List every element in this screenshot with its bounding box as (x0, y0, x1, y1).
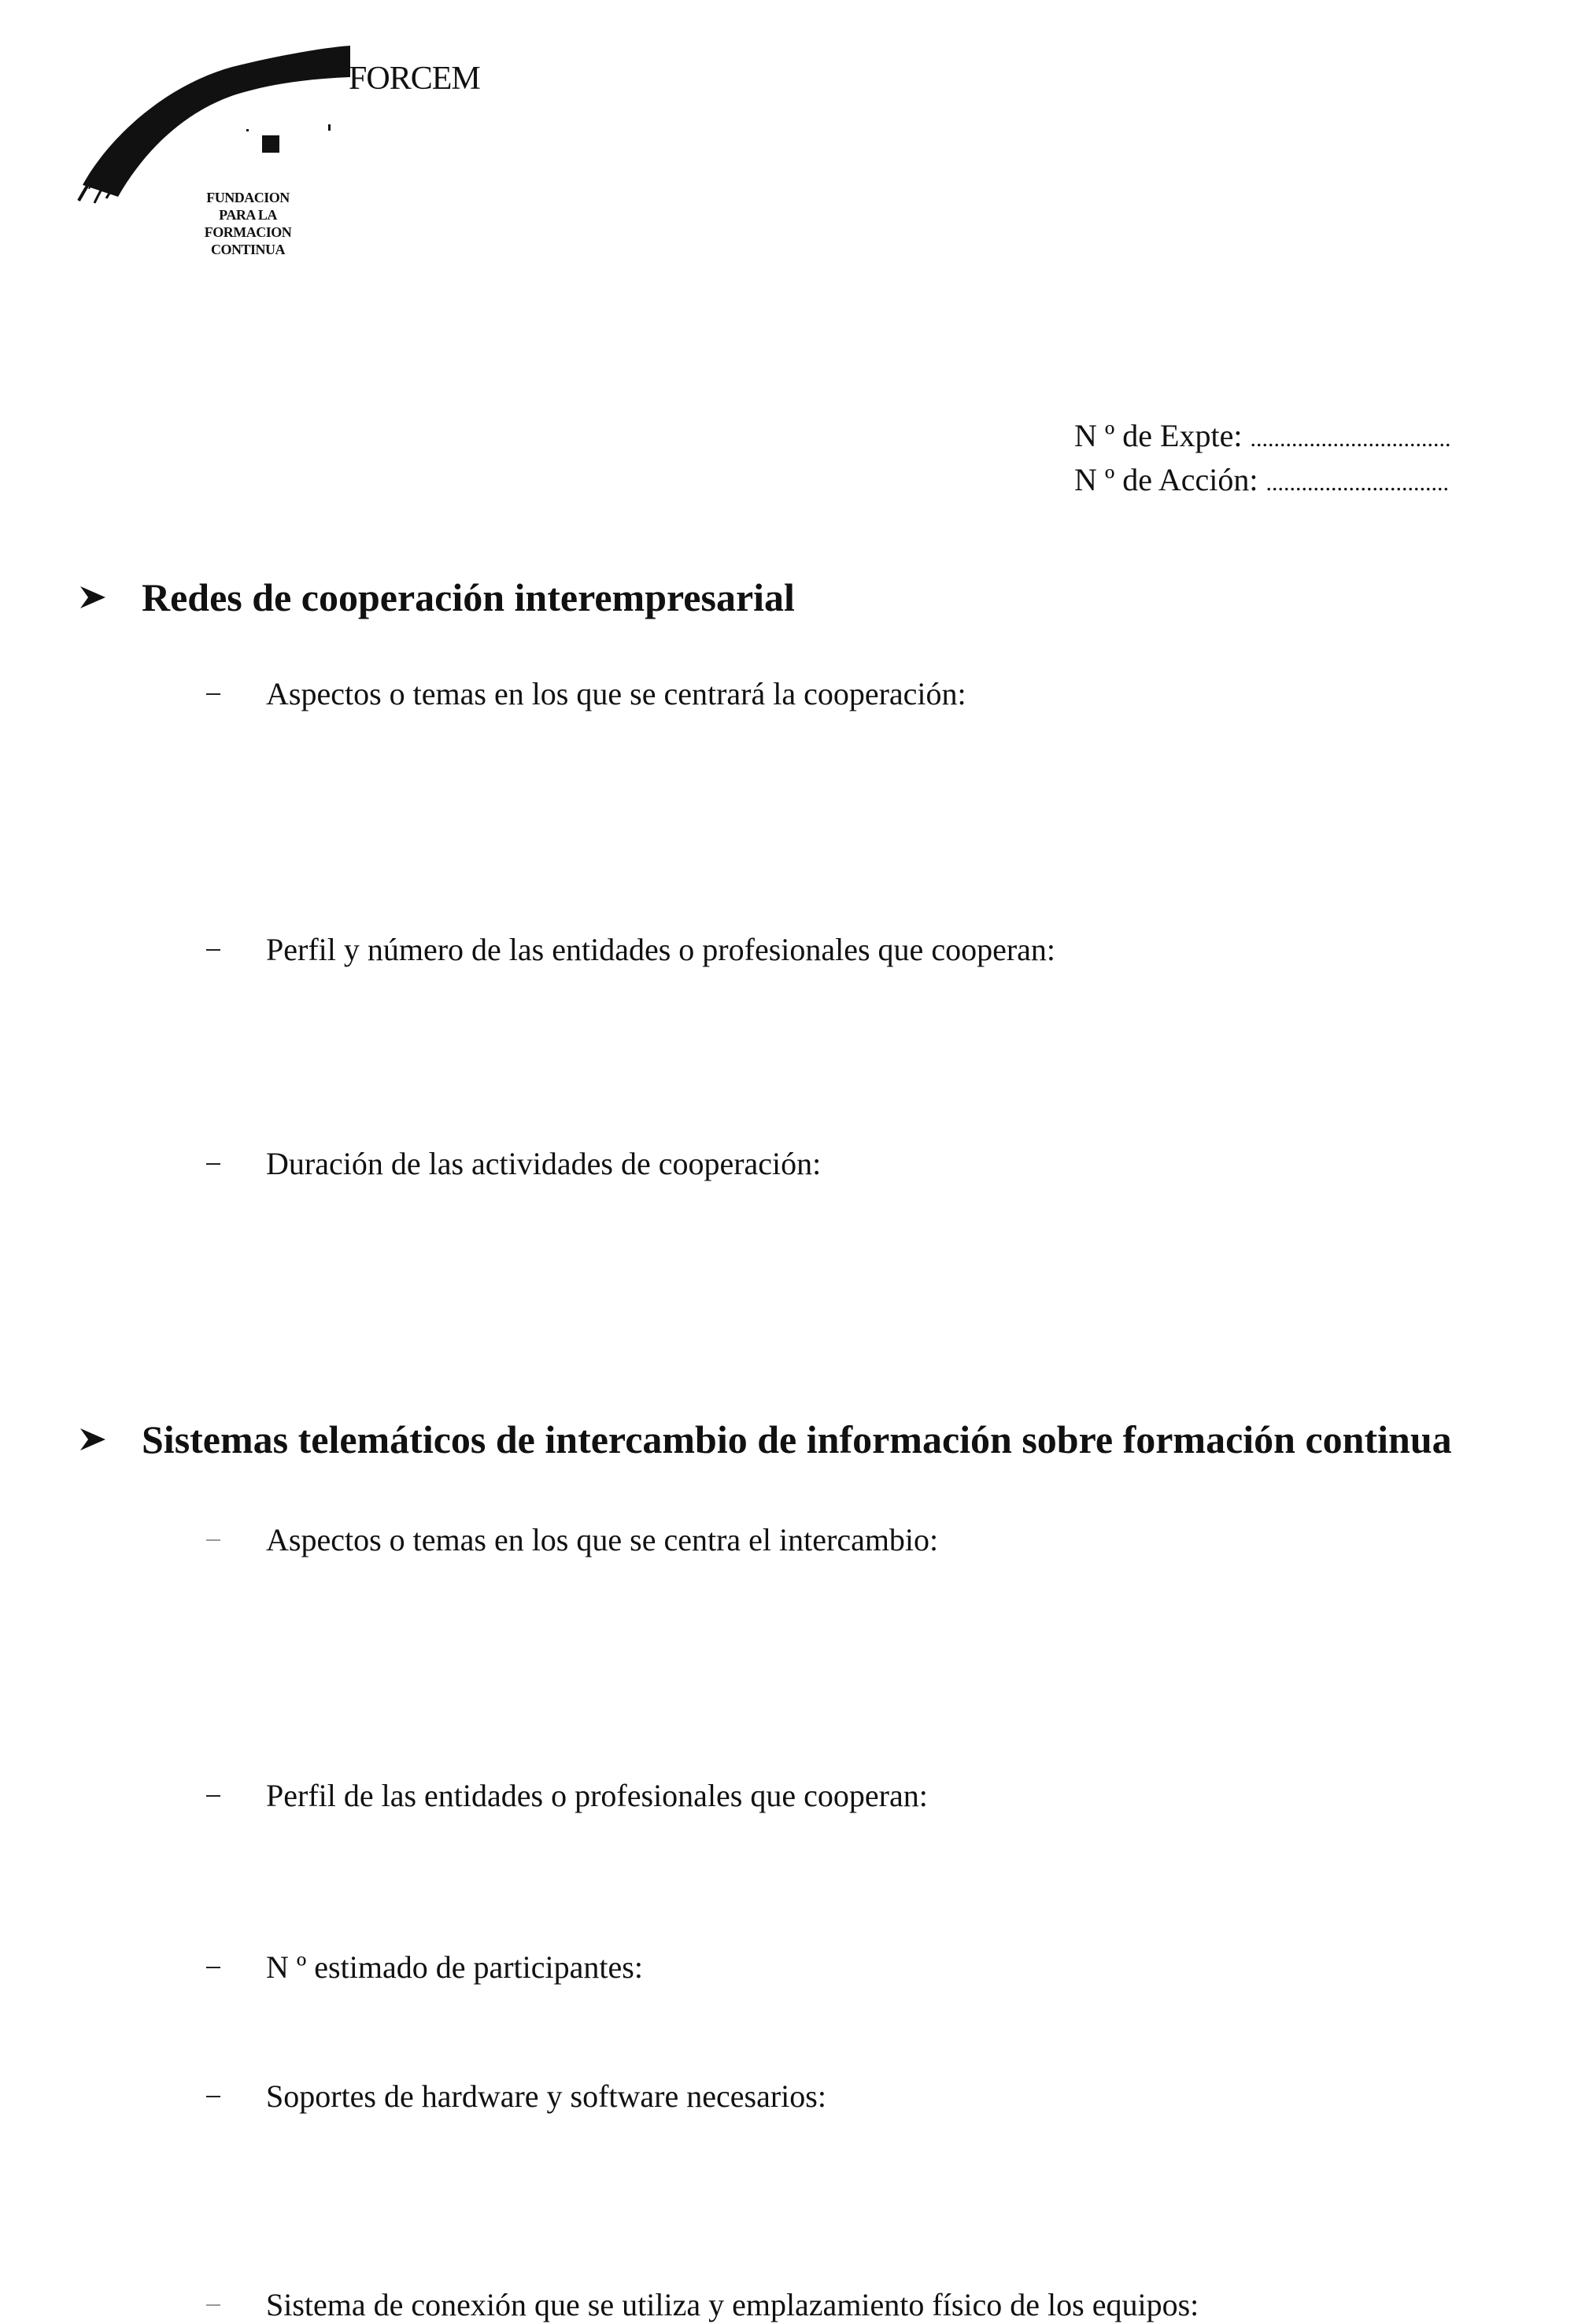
arrow-bullet-icon (79, 1425, 107, 1454)
dash-bullet-icon (206, 1967, 220, 1968)
list-item-text: Aspectos o temas en los que se centra el intercambio: (266, 1522, 939, 1557)
dash-bullet-icon (206, 693, 220, 695)
list-item (206, 931, 1055, 968)
logo-tagline-line: PARA LA (219, 207, 277, 223)
forcem-logo (75, 31, 515, 291)
dash-bullet-icon (206, 1539, 220, 1541)
list-item-text: N º estimado de participantes: (266, 1949, 643, 1985)
accion-field[interactable]: ............................... (1265, 470, 1449, 496)
section-title-sistemas (79, 1417, 1452, 1462)
list-item (206, 1145, 821, 1182)
file-reference-block (1074, 416, 1450, 504)
list-item (206, 675, 966, 712)
dash-bullet-icon (206, 1795, 220, 1797)
arrow-bullet-icon (79, 583, 107, 611)
dash-bullet-icon (206, 2304, 220, 2306)
expte-field[interactable]: .................................. (1250, 426, 1451, 452)
list-item (206, 1949, 643, 1986)
expte-label: N º de Expte: (1074, 418, 1243, 453)
list-item (206, 1777, 928, 1814)
dash-bullet-icon (206, 1163, 220, 1165)
dash-bullet-icon (206, 949, 220, 951)
list-item-text: Soportes de hardware y software necesarios: (266, 2078, 826, 2114)
expte-line (1074, 416, 1450, 460)
section-title-redes (79, 575, 795, 620)
list-item (206, 2286, 1199, 2323)
list-item (206, 2078, 826, 2115)
section-title-text: Sistemas telemáticos de intercambio de información sobre formación continua (142, 1417, 1452, 1461)
list-item-text: Perfil y número de las entidades o profesionales que cooperan: (266, 932, 1056, 967)
section-title-text: Redes de cooperación interempresarial (142, 575, 795, 619)
list-item-text: Aspectos o temas en los que se centrará la cooperación: (266, 676, 966, 711)
list-item-text: Duración de las actividades de cooperación: (266, 1146, 822, 1181)
accion-line (1074, 460, 1450, 504)
list-item-text: Perfil de las entidades o profesionales que cooperan: (266, 1778, 928, 1813)
logo-tagline-line: CONTINUA (210, 242, 285, 257)
logo-tagline-line: FORMACION (204, 224, 292, 240)
list-item (206, 1521, 938, 1558)
accion-label: N º de Acción: (1074, 462, 1258, 497)
dash-bullet-icon (206, 2096, 220, 2097)
logo-tagline-line: FUNDACION (206, 190, 290, 205)
logo-tagline (169, 189, 327, 258)
logo-name: FORCEM (349, 61, 480, 97)
list-item-text: Sistema de conexión que se utiliza y emplazamiento físico de los equipos: (266, 2287, 1199, 2322)
